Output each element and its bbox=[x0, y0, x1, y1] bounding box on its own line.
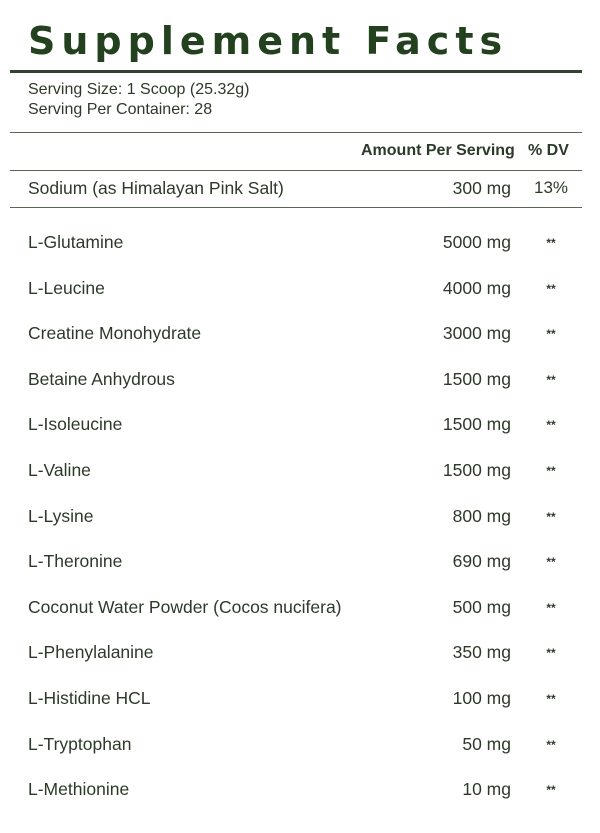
panel-title: Supplement Facts bbox=[28, 19, 509, 63]
ingredient-amount: 1500 mg bbox=[442, 368, 511, 389]
sodium-row bbox=[0, 176, 600, 200]
amount-column-header: Amount Per Serving bbox=[361, 142, 515, 159]
ingredient-amount: 3000 mg bbox=[442, 323, 511, 344]
nutrient-amount: 300 mg bbox=[452, 178, 511, 198]
serving-info bbox=[28, 80, 249, 120]
ingredient-dv: ** bbox=[546, 600, 556, 615]
ingredient-amount: 4000 mg bbox=[442, 277, 511, 298]
ingredient-row bbox=[0, 732, 600, 756]
nutrient-dv: 13% bbox=[533, 178, 569, 197]
ingredient-amount: 500 mg bbox=[452, 596, 511, 617]
ingredient-row bbox=[0, 686, 600, 710]
ingredient-dv: ** bbox=[546, 418, 556, 433]
ingredient-name: L-Leucine bbox=[28, 277, 105, 298]
ingredient-dv: ** bbox=[546, 236, 556, 250]
ingredient-dv: ** bbox=[546, 783, 556, 798]
ingredient-name: Creatine Monohydrate bbox=[28, 323, 202, 344]
ingredient-row bbox=[0, 412, 600, 436]
ingredient-name: L-Theronine bbox=[28, 551, 123, 572]
ingredient-row bbox=[0, 777, 600, 801]
ingredient-row bbox=[0, 640, 600, 664]
header-divider bbox=[10, 170, 582, 171]
ingredient-dv: ** bbox=[546, 646, 556, 661]
ingredient-row bbox=[0, 595, 600, 619]
ingredient-name: L-Isoleucine bbox=[28, 414, 123, 435]
ingredient-name: Betaine Anhydrous bbox=[28, 368, 175, 389]
ingredient-amount: 1500 mg bbox=[442, 460, 511, 480]
servings-per-container: Serving Per Container: 28 bbox=[28, 101, 213, 118]
ingredient-amount: 690 mg bbox=[452, 551, 511, 572]
ingredient-amount: 5000 mg bbox=[442, 232, 511, 252]
ingredient-dv: ** bbox=[546, 372, 556, 387]
ingredient-name: L-Histidine HCL bbox=[28, 688, 151, 708]
top-divider bbox=[10, 70, 582, 73]
ingredient-amount: 800 mg bbox=[452, 505, 511, 526]
ingredient-amount: 350 mg bbox=[452, 642, 511, 663]
ingredient-name: L-Tryptophan bbox=[28, 733, 132, 754]
serving-size: Serving Size: 1 Scoop (25.32g) bbox=[28, 81, 250, 98]
ingredient-row bbox=[0, 367, 600, 391]
ingredient-name: L-Phenylalanine bbox=[28, 642, 154, 663]
ingredient-name: L-Methionine bbox=[28, 779, 130, 800]
ingredient-row bbox=[0, 321, 600, 345]
nutrient-name: Sodium (as Himalayan Pink Salt) bbox=[28, 178, 284, 198]
ingredient-dv: ** bbox=[546, 509, 556, 524]
sodium-divider bbox=[10, 207, 582, 208]
ingredient-name: L-Valine bbox=[28, 460, 91, 480]
ingredient-amount: 1500 mg bbox=[442, 414, 511, 435]
serving-divider bbox=[10, 132, 582, 133]
ingredient-name: Coconut Water Powder (Cocos nucifera) bbox=[28, 596, 342, 617]
ingredient-amount: 50 mg bbox=[462, 733, 511, 754]
ingredient-row bbox=[0, 549, 600, 573]
ingredient-row bbox=[0, 504, 600, 528]
ingredient-dv: ** bbox=[546, 737, 556, 752]
ingredient-row bbox=[0, 230, 600, 254]
ingredient-row bbox=[0, 458, 600, 482]
ingredient-dv: ** bbox=[546, 281, 556, 296]
ingredient-name: L-Lysine bbox=[28, 505, 94, 526]
ingredient-dv: ** bbox=[546, 464, 556, 478]
ingredient-dv: ** bbox=[546, 692, 556, 706]
dv-column-header: % DV bbox=[528, 142, 569, 159]
ingredient-amount: 100 mg bbox=[452, 688, 511, 708]
ingredient-row bbox=[0, 276, 600, 300]
ingredient-dv: ** bbox=[546, 327, 556, 342]
ingredient-name: L-Glutamine bbox=[28, 232, 124, 252]
ingredient-dv: ** bbox=[546, 555, 556, 570]
ingredient-amount: 10 mg bbox=[462, 779, 511, 800]
